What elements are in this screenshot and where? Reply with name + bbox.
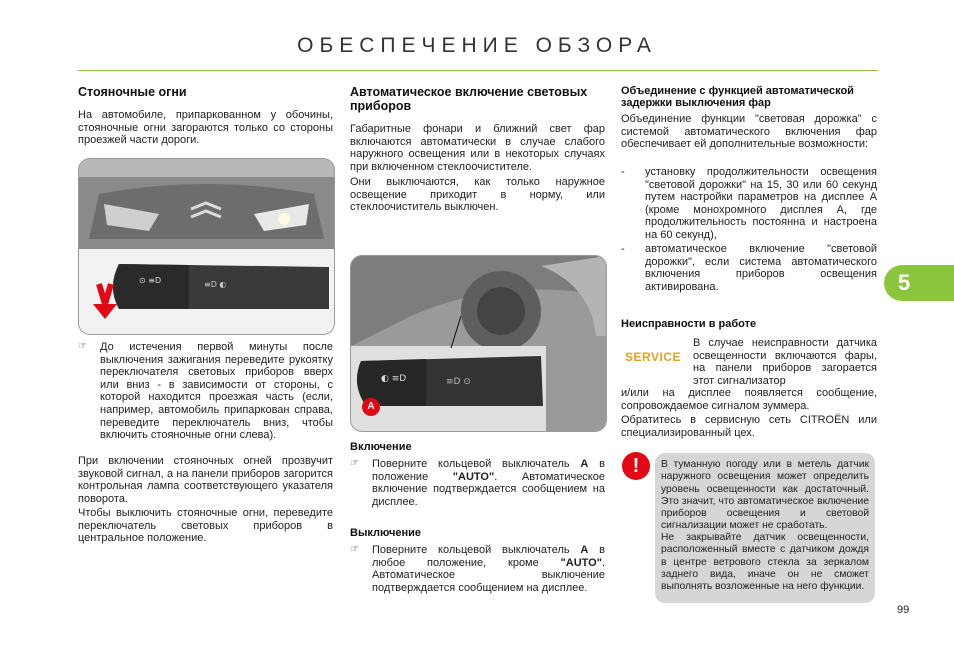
svg-text:≡D ◐: ≡D ◐: [204, 280, 227, 289]
page-title: ОБЕСПЕЧЕНИЕ ОБЗОРА: [297, 34, 657, 57]
switch-off-instruction: ☞ Поверните кольцевой выключатель A в любое положение, кроме "AUTO". Автоматическое выключение подтверждается сообщением на дисплее.: [350, 544, 605, 594]
follow-me-dash1: - установку продолжительности освещения "световой дорожки" на 15, 30 или 60 секунд путем настройки параметров на дисплее A (кроме монохромного дисплея A, где продолжительность постоянна и настроена на 60 секунд),: [621, 166, 877, 241]
callout-a-marker: A: [362, 398, 380, 416]
warning-text2: Не закрывайте датчик освещенности, расположенный вместе с датчиком дождя в центре ветрового стекла за зеркалом заднего вида, иначе он не сможет выполнять возложенные на него функции.: [661, 532, 869, 593]
pointer-icon: ☞: [350, 544, 359, 555]
parking-lights-bullet: ☞ До истечения первой минуты после выключения зажигания переведите рукоятку переключателя световых приборов вверх или вниз - в зависимости от стороны, с которой находится проезжая часть (если, например, автомобиль припаркован справа, переведите переключатель вниз, чтобы включить стояночные огни слева).: [78, 341, 333, 442]
svg-text:≡D ⊙: ≡D ⊙: [446, 377, 471, 387]
pointer-icon: ☞: [78, 341, 87, 352]
auto-lights-para1: Габаритные фонари и ближний свет фар включаются автоматически в случае слабого наружного освещения или в некоторых случаях при включенном стеклоочистителе.: [350, 123, 605, 173]
service-warning-icon: SERVICE: [625, 350, 681, 364]
page-number: 99: [897, 604, 910, 616]
follow-me-dash2: - автоматическое включение "световой дорожки", если система автоматического включения приборов освещения активирована.: [621, 243, 877, 293]
auto-lights-para2: Они выключаются, как только наружное освещение приходит в норму, или стеклоочиститель выключен.: [350, 176, 605, 214]
fault-heading: Неисправности в работе: [621, 318, 757, 330]
cockpit-illustration: [351, 256, 606, 431]
fault-text2: и/или на дисплее появляется сообщение, сопровождаемое сигналом зуммера.: [621, 387, 877, 412]
switch-on-instruction: ☞ Поверните кольцевой выключатель A в положение "AUTO". Автоматическое включение подтверждается сообщением на дисплее.: [350, 458, 605, 508]
fault-text3: Обратитесь в сервисную сеть CITROËN или специализированный цех.: [621, 414, 877, 439]
car-front-photo: [78, 158, 335, 335]
parking-lights-para2: При включении стояночных огней прозвучит звуковой сигнал, а на панели приборов загорится контрольная лампа соответствующего указателя поворота.: [78, 455, 333, 505]
parking-lights-heading: Стояночные огни: [78, 85, 187, 99]
auto-lights-heading: Автоматическое включение световых приборов: [350, 85, 588, 113]
follow-me-intro: Объединение функции "световая дорожка" с системой автоматического включения фар обеспечивает ей дополнительные возможности:: [621, 113, 877, 151]
parking-lights-para3: Чтобы выключить стояночные огни, переведите переключатель световых приборов в центральное положение.: [78, 507, 333, 545]
title-divider: [78, 70, 878, 71]
stalk-switch-photo: [350, 255, 607, 432]
fault-text1: В случае неисправности датчика освещенности включаются фары, на панели приборов загорается этот сигнализатор: [693, 337, 877, 387]
svg-text:◐ ≡D: ◐ ≡D: [381, 374, 407, 384]
switch-off-heading: Выключение: [350, 527, 421, 539]
warning-exclamation-icon: !: [622, 452, 650, 480]
switch-on-heading: Включение: [350, 441, 412, 453]
follow-me-heading: Объединение с функцией автоматической задержки выключения фар: [621, 85, 854, 109]
warning-box: [655, 453, 875, 603]
parking-lights-intro: На автомобиле, припаркованном у обочины, стояночные огни загораются только со стороны проезжей части дороги.: [78, 109, 333, 147]
chapter-tab: 5: [884, 265, 954, 301]
car-headlight-illustration: [79, 159, 334, 334]
warning-text1: В туманную погоду или в метель датчик наружного освещения может определить уровень освещенности как достаточный. Это значит, что автоматическое включение приборов освещения и световой сигнализации может не сработать.: [661, 459, 869, 532]
svg-text:⊙ ≡D: ⊙ ≡D: [139, 276, 162, 285]
pointer-icon: ☞: [350, 458, 359, 469]
